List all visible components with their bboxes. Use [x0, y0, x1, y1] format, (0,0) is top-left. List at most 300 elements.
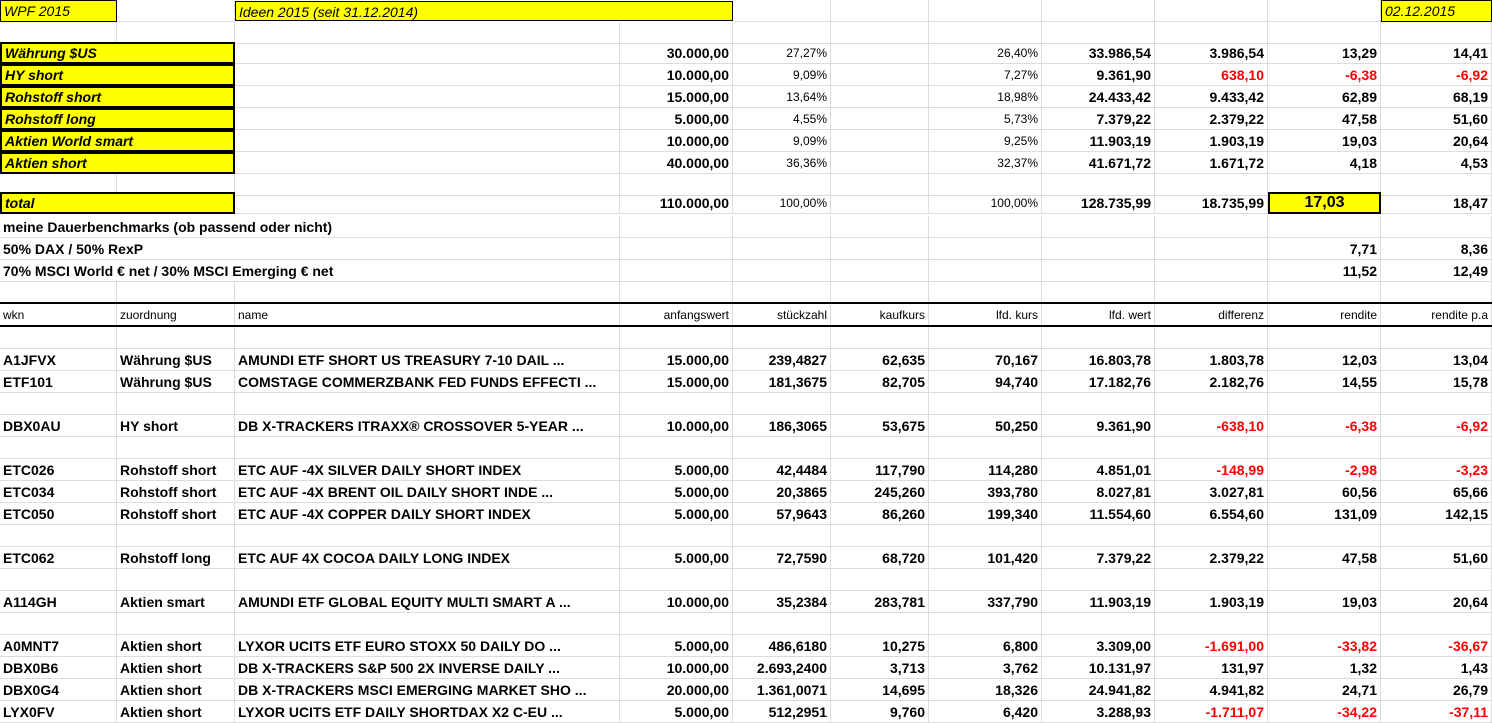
position-differenz[interactable]: -1.711,07	[1155, 701, 1268, 723]
empty-cell[interactable]	[620, 216, 733, 238]
empty-cell[interactable]	[620, 282, 733, 304]
empty-cell[interactable]	[831, 22, 929, 44]
empty-cell[interactable]	[733, 22, 831, 44]
empty-cell[interactable]	[117, 0, 235, 22]
position-lfd-wert[interactable]: 24.941,82	[1042, 679, 1155, 701]
summary-differenz[interactable]: 1.671,72	[1155, 152, 1268, 174]
empty-cell[interactable]	[831, 108, 929, 130]
position-rendite-pa[interactable]: 13,04	[1381, 349, 1492, 371]
empty-cell[interactable]	[1268, 569, 1381, 591]
position-zuordnung[interactable]: HY short	[117, 415, 235, 437]
position-lfd-wert[interactable]: 16.803,78	[1042, 349, 1155, 371]
empty-cell[interactable]	[929, 0, 1042, 22]
position-wkn[interactable]: ETC050	[0, 503, 117, 525]
position-lfd-kurs[interactable]: 199,340	[929, 503, 1042, 525]
position-rendite[interactable]: -2,98	[1268, 459, 1381, 481]
summary-rendite-pa[interactable]: 68,19	[1381, 86, 1492, 108]
position-zuordnung[interactable]: Aktien short	[117, 679, 235, 701]
position-lfd-kurs[interactable]: 70,167	[929, 349, 1042, 371]
empty-cell[interactable]	[1155, 260, 1268, 282]
position-stueckzahl[interactable]: 239,4827	[733, 349, 831, 371]
empty-cell[interactable]	[733, 437, 831, 459]
position-anfangswert[interactable]: 15.000,00	[620, 371, 733, 393]
position-name[interactable]: AMUNDI ETF GLOBAL EQUITY MULTI SMART A ...	[235, 591, 620, 613]
position-rendite-pa[interactable]: 15,78	[1381, 371, 1492, 393]
summary-differenz[interactable]: 638,10	[1155, 64, 1268, 86]
empty-cell[interactable]	[1381, 525, 1492, 547]
empty-cell[interactable]	[831, 0, 929, 22]
position-lfd-wert[interactable]: 17.182,76	[1042, 371, 1155, 393]
position-kaufkurs[interactable]: 82,705	[831, 371, 929, 393]
column-header-stueckzahl[interactable]: stückzahl	[733, 304, 831, 326]
position-kaufkurs[interactable]: 9,760	[831, 701, 929, 723]
position-name[interactable]: AMUNDI ETF SHORT US TREASURY 7-10 DAIL ...	[235, 349, 620, 371]
empty-cell[interactable]	[0, 22, 117, 44]
empty-cell[interactable]	[117, 22, 235, 44]
empty-cell[interactable]	[733, 260, 831, 282]
position-lfd-wert[interactable]: 3.309,00	[1042, 635, 1155, 657]
position-rendite-pa[interactable]: 51,60	[1381, 547, 1492, 569]
position-wkn[interactable]: DBX0B6	[0, 657, 117, 679]
empty-cell[interactable]	[929, 393, 1042, 415]
summary-anfangswert[interactable]: 30.000,00	[620, 42, 733, 64]
summary-rendite-pa[interactable]: 14,41	[1381, 42, 1492, 64]
position-name[interactable]: ETC AUF -4X SILVER DAILY SHORT INDEX	[235, 459, 620, 481]
position-lfd-kurs[interactable]: 6,420	[929, 701, 1042, 723]
empty-cell[interactable]	[235, 108, 620, 130]
summary-lfd-wert[interactable]: 9.361,90	[1042, 64, 1155, 86]
column-header-lfd_kurs[interactable]: lfd. kurs	[929, 304, 1042, 326]
summary-anteil-lfd[interactable]: 18,98%	[929, 86, 1042, 108]
position-zuordnung[interactable]: Währung $US	[117, 349, 235, 371]
position-lfd-kurs[interactable]: 50,250	[929, 415, 1042, 437]
summary-anfangswert[interactable]: 40.000,00	[620, 152, 733, 174]
position-lfd-kurs[interactable]: 393,780	[929, 481, 1042, 503]
empty-cell[interactable]	[1268, 0, 1381, 22]
empty-cell[interactable]	[0, 613, 117, 635]
summary-anteil-lfd[interactable]: 9,25%	[929, 130, 1042, 152]
position-rendite[interactable]: 14,55	[1268, 371, 1381, 393]
summary-lfd-wert[interactable]: 7.379,22	[1042, 108, 1155, 130]
summary-label[interactable]: Rohstoff long	[0, 108, 235, 130]
position-name[interactable]: DB X-TRACKERS ITRAXX® CROSSOVER 5-YEAR ...	[235, 415, 620, 437]
empty-cell[interactable]	[1268, 437, 1381, 459]
summary-anteil[interactable]: 4,55%	[733, 108, 831, 130]
summary-rendite-pa[interactable]: 20,64	[1381, 130, 1492, 152]
empty-cell[interactable]	[1155, 327, 1268, 349]
position-lfd-wert[interactable]: 7.379,22	[1042, 547, 1155, 569]
summary-anfangswert[interactable]: 10.000,00	[620, 130, 733, 152]
summary-label[interactable]: Aktien World smart	[0, 130, 235, 152]
empty-cell[interactable]	[235, 192, 620, 214]
empty-cell[interactable]	[1155, 613, 1268, 635]
summary-lfd-wert[interactable]: 41.671,72	[1042, 152, 1155, 174]
summary-anteil-lfd[interactable]: 5,73%	[929, 108, 1042, 130]
position-differenz[interactable]: 1.803,78	[1155, 349, 1268, 371]
empty-cell[interactable]	[733, 525, 831, 547]
position-differenz[interactable]: -148,99	[1155, 459, 1268, 481]
empty-cell[interactable]	[620, 393, 733, 415]
position-lfd-kurs[interactable]: 94,740	[929, 371, 1042, 393]
total-rendite[interactable]: 17,03	[1268, 192, 1381, 214]
position-lfd-wert[interactable]: 4.851,01	[1042, 459, 1155, 481]
empty-cell[interactable]	[929, 216, 1042, 238]
empty-cell[interactable]	[929, 260, 1042, 282]
empty-cell[interactable]	[831, 327, 929, 349]
position-differenz[interactable]: 131,97	[1155, 657, 1268, 679]
column-header-kaufkurs[interactable]: kaufkurs	[831, 304, 929, 326]
position-stueckzahl[interactable]: 72,7590	[733, 547, 831, 569]
empty-cell[interactable]	[117, 393, 235, 415]
position-name[interactable]: COMSTAGE COMMERZBANK FED FUNDS EFFECTI ...	[235, 371, 620, 393]
summary-anfangswert[interactable]: 15.000,00	[620, 86, 733, 108]
empty-cell[interactable]	[0, 327, 117, 349]
position-kaufkurs[interactable]: 86,260	[831, 503, 929, 525]
position-rendite-pa[interactable]: 20,64	[1381, 591, 1492, 613]
empty-cell[interactable]	[235, 22, 620, 44]
empty-cell[interactable]	[733, 327, 831, 349]
position-lfd-wert[interactable]: 3.288,93	[1042, 701, 1155, 723]
empty-cell[interactable]	[831, 42, 929, 64]
summary-anfangswert[interactable]: 5.000,00	[620, 108, 733, 130]
position-wkn[interactable]: DBX0AU	[0, 415, 117, 437]
position-differenz[interactable]: 2.182,76	[1155, 371, 1268, 393]
position-rendite-pa[interactable]: 65,66	[1381, 481, 1492, 503]
position-wkn[interactable]: LYX0FV	[0, 701, 117, 723]
summary-anteil-lfd[interactable]: 32,37%	[929, 152, 1042, 174]
empty-cell[interactable]	[117, 282, 235, 304]
position-wkn[interactable]: ETC026	[0, 459, 117, 481]
total-anteil[interactable]: 100,00%	[733, 192, 831, 214]
summary-anteil[interactable]: 36,36%	[733, 152, 831, 174]
summary-anteil-lfd[interactable]: 7,27%	[929, 64, 1042, 86]
summary-rendite[interactable]: 19,03	[1268, 130, 1381, 152]
empty-cell[interactable]	[117, 327, 235, 349]
summary-anteil[interactable]: 9,09%	[733, 64, 831, 86]
empty-cell[interactable]	[929, 613, 1042, 635]
empty-cell[interactable]	[733, 393, 831, 415]
position-name[interactable]: DB X-TRACKERS MSCI EMERGING MARKET SHO ...	[235, 679, 620, 701]
position-rendite[interactable]: -33,82	[1268, 635, 1381, 657]
empty-cell[interactable]	[235, 525, 620, 547]
empty-cell[interactable]	[1268, 216, 1381, 238]
position-lfd-kurs[interactable]: 3,762	[929, 657, 1042, 679]
empty-cell[interactable]	[1381, 216, 1492, 238]
position-wkn[interactable]: A0MNT7	[0, 635, 117, 657]
position-wkn[interactable]: A114GH	[0, 591, 117, 613]
empty-cell[interactable]	[117, 569, 235, 591]
empty-cell[interactable]	[620, 569, 733, 591]
empty-cell[interactable]	[831, 525, 929, 547]
position-wkn[interactable]: ETC062	[0, 547, 117, 569]
position-anfangswert[interactable]: 20.000,00	[620, 679, 733, 701]
position-kaufkurs[interactable]: 14,695	[831, 679, 929, 701]
position-wkn[interactable]: DBX0G4	[0, 679, 117, 701]
column-header-zuordnung[interactable]: zuordnung	[117, 304, 235, 326]
summary-differenz[interactable]: 2.379,22	[1155, 108, 1268, 130]
empty-cell[interactable]	[235, 282, 620, 304]
position-rendite-pa[interactable]: -37,11	[1381, 701, 1492, 723]
empty-cell[interactable]	[620, 327, 733, 349]
empty-cell[interactable]	[0, 393, 117, 415]
position-rendite[interactable]: 1,32	[1268, 657, 1381, 679]
summary-differenz[interactable]: 3.986,54	[1155, 42, 1268, 64]
empty-cell[interactable]	[235, 152, 620, 174]
position-lfd-kurs[interactable]: 101,420	[929, 547, 1042, 569]
position-name[interactable]: LYXOR UCITS ETF DAILY SHORTDAX X2 C-EU ...	[235, 701, 620, 723]
title-date[interactable]: 02.12.2015	[1381, 0, 1492, 22]
column-header-rendite[interactable]: rendite	[1268, 304, 1381, 326]
empty-cell[interactable]	[1042, 437, 1155, 459]
summary-lfd-wert[interactable]: 33.986,54	[1042, 42, 1155, 64]
position-anfangswert[interactable]: 5.000,00	[620, 459, 733, 481]
empty-cell[interactable]	[1155, 525, 1268, 547]
empty-cell[interactable]	[1381, 437, 1492, 459]
position-kaufkurs[interactable]: 62,635	[831, 349, 929, 371]
empty-cell[interactable]	[620, 22, 733, 44]
position-rendite[interactable]: 24,71	[1268, 679, 1381, 701]
position-name[interactable]: DB X-TRACKERS S&P 500 2X INVERSE DAILY ...	[235, 657, 620, 679]
summary-anteil[interactable]: 27,27%	[733, 42, 831, 64]
benchmark-rendite[interactable]: 7,71	[1268, 238, 1381, 260]
position-kaufkurs[interactable]: 245,260	[831, 481, 929, 503]
position-stueckzahl[interactable]: 1.361,0071	[733, 679, 831, 701]
empty-cell[interactable]	[831, 86, 929, 108]
empty-cell[interactable]	[1042, 327, 1155, 349]
empty-cell[interactable]	[1042, 260, 1155, 282]
position-anfangswert[interactable]: 10.000,00	[620, 415, 733, 437]
summary-lfd-wert[interactable]: 24.433,42	[1042, 86, 1155, 108]
position-differenz[interactable]: 3.027,81	[1155, 481, 1268, 503]
empty-cell[interactable]	[1155, 216, 1268, 238]
empty-cell[interactable]	[831, 393, 929, 415]
summary-differenz[interactable]: 9.433,42	[1155, 86, 1268, 108]
position-stueckzahl[interactable]: 512,2951	[733, 701, 831, 723]
empty-cell[interactable]	[831, 260, 929, 282]
position-lfd-kurs[interactable]: 114,280	[929, 459, 1042, 481]
position-rendite[interactable]: -6,38	[1268, 415, 1381, 437]
empty-cell[interactable]	[733, 282, 831, 304]
empty-cell[interactable]	[620, 613, 733, 635]
empty-cell[interactable]	[1042, 0, 1155, 22]
empty-cell[interactable]	[1042, 393, 1155, 415]
position-differenz[interactable]: -1.691,00	[1155, 635, 1268, 657]
empty-cell[interactable]	[1155, 238, 1268, 260]
summary-rendite[interactable]: 4,18	[1268, 152, 1381, 174]
empty-cell[interactable]	[831, 437, 929, 459]
empty-cell[interactable]	[831, 282, 929, 304]
summary-anteil[interactable]: 9,09%	[733, 130, 831, 152]
position-name[interactable]: ETC AUF -4X BRENT OIL DAILY SHORT INDE ...	[235, 481, 620, 503]
summary-anteil[interactable]: 13,64%	[733, 86, 831, 108]
benchmark-heading[interactable]: meine Dauerbenchmarks (ob passend oder nicht)	[0, 216, 620, 238]
position-differenz[interactable]: 1.903,19	[1155, 591, 1268, 613]
position-kaufkurs[interactable]: 3,713	[831, 657, 929, 679]
empty-cell[interactable]	[929, 437, 1042, 459]
summary-anfangswert[interactable]: 10.000,00	[620, 64, 733, 86]
empty-cell[interactable]	[620, 525, 733, 547]
position-differenz[interactable]: 6.554,60	[1155, 503, 1268, 525]
empty-cell[interactable]	[831, 192, 929, 214]
summary-rendite-pa[interactable]: 51,60	[1381, 108, 1492, 130]
position-rendite[interactable]: 131,09	[1268, 503, 1381, 525]
position-zuordnung[interactable]: Aktien short	[117, 635, 235, 657]
position-zuordnung[interactable]: Rohstoff long	[117, 547, 235, 569]
position-lfd-wert[interactable]: 11.554,60	[1042, 503, 1155, 525]
position-rendite[interactable]: -34,22	[1268, 701, 1381, 723]
position-kaufkurs[interactable]: 283,781	[831, 591, 929, 613]
empty-cell[interactable]	[1155, 22, 1268, 44]
empty-cell[interactable]	[235, 130, 620, 152]
total-rendite-pa[interactable]: 18,47	[1381, 192, 1492, 214]
empty-cell[interactable]	[1268, 613, 1381, 635]
empty-cell[interactable]	[733, 238, 831, 260]
empty-cell[interactable]	[1268, 282, 1381, 304]
empty-cell[interactable]	[1381, 327, 1492, 349]
empty-cell[interactable]	[620, 238, 733, 260]
position-rendite-pa[interactable]: 26,79	[1381, 679, 1492, 701]
summary-label[interactable]: Aktien short	[0, 152, 235, 174]
position-kaufkurs[interactable]: 10,275	[831, 635, 929, 657]
empty-cell[interactable]	[235, 327, 620, 349]
summary-rendite[interactable]: 47,58	[1268, 108, 1381, 130]
empty-cell[interactable]	[1042, 22, 1155, 44]
empty-cell[interactable]	[0, 525, 117, 547]
position-lfd-kurs[interactable]: 337,790	[929, 591, 1042, 613]
empty-cell[interactable]	[235, 569, 620, 591]
total-lfd-wert[interactable]: 128.735,99	[1042, 192, 1155, 214]
empty-cell[interactable]	[0, 437, 117, 459]
empty-cell[interactable]	[1042, 525, 1155, 547]
empty-cell[interactable]	[0, 282, 117, 304]
empty-cell[interactable]	[1268, 327, 1381, 349]
empty-cell[interactable]	[1381, 569, 1492, 591]
empty-cell[interactable]	[1381, 22, 1492, 44]
position-anfangswert[interactable]: 5.000,00	[620, 701, 733, 723]
position-stueckzahl[interactable]: 57,9643	[733, 503, 831, 525]
total-anteil-lfd[interactable]: 100,00%	[929, 192, 1042, 214]
benchmark-label[interactable]: 70% MSCI World € net / 30% MSCI Emerging € net	[0, 260, 620, 282]
empty-cell[interactable]	[1381, 282, 1492, 304]
position-kaufkurs[interactable]: 68,720	[831, 547, 929, 569]
position-zuordnung[interactable]: Aktien short	[117, 701, 235, 723]
position-differenz[interactable]: 2.379,22	[1155, 547, 1268, 569]
total-label[interactable]: total	[0, 192, 235, 214]
position-wkn[interactable]: A1JFVX	[0, 349, 117, 371]
position-stueckzahl[interactable]: 181,3675	[733, 371, 831, 393]
empty-cell[interactable]	[117, 525, 235, 547]
position-lfd-kurs[interactable]: 18,326	[929, 679, 1042, 701]
summary-label[interactable]: HY short	[0, 64, 235, 86]
position-rendite[interactable]: 19,03	[1268, 591, 1381, 613]
empty-cell[interactable]	[1155, 282, 1268, 304]
empty-cell[interactable]	[235, 613, 620, 635]
empty-cell[interactable]	[1042, 238, 1155, 260]
position-stueckzahl[interactable]: 186,3065	[733, 415, 831, 437]
empty-cell[interactable]	[831, 152, 929, 174]
empty-cell[interactable]	[1042, 216, 1155, 238]
summary-rendite[interactable]: 13,29	[1268, 42, 1381, 64]
position-anfangswert[interactable]: 10.000,00	[620, 657, 733, 679]
column-header-name[interactable]: name	[235, 304, 620, 326]
empty-cell[interactable]	[620, 437, 733, 459]
empty-cell[interactable]	[733, 0, 831, 22]
title-left[interactable]: WPF 2015	[0, 0, 117, 22]
column-header-anfangswert[interactable]: anfangswert	[620, 304, 733, 326]
position-lfd-wert[interactable]: 10.131,97	[1042, 657, 1155, 679]
benchmark-rendite[interactable]: 11,52	[1268, 260, 1381, 282]
position-zuordnung[interactable]: Rohstoff short	[117, 459, 235, 481]
position-name[interactable]: ETC AUF 4X COCOA DAILY LONG INDEX	[235, 547, 620, 569]
summary-label[interactable]: Rohstoff short	[0, 86, 235, 108]
position-zuordnung[interactable]: Währung $US	[117, 371, 235, 393]
empty-cell[interactable]	[1155, 393, 1268, 415]
position-name[interactable]: LYXOR UCITS ETF EURO STOXX 50 DAILY DO ...	[235, 635, 620, 657]
summary-rendite-pa[interactable]: -6,92	[1381, 64, 1492, 86]
empty-cell[interactable]	[235, 393, 620, 415]
position-stueckzahl[interactable]: 2.693,2400	[733, 657, 831, 679]
total-anfangswert[interactable]: 110.000,00	[620, 192, 733, 214]
empty-cell[interactable]	[1155, 0, 1268, 22]
position-rendite[interactable]: 47,58	[1268, 547, 1381, 569]
empty-cell[interactable]	[117, 613, 235, 635]
position-zuordnung[interactable]: Rohstoff short	[117, 503, 235, 525]
summary-rendite-pa[interactable]: 4,53	[1381, 152, 1492, 174]
empty-cell[interactable]	[620, 260, 733, 282]
position-zuordnung[interactable]: Rohstoff short	[117, 481, 235, 503]
position-anfangswert[interactable]: 5.000,00	[620, 481, 733, 503]
position-zuordnung[interactable]: Aktien short	[117, 657, 235, 679]
summary-differenz[interactable]: 1.903,19	[1155, 130, 1268, 152]
empty-cell[interactable]	[733, 216, 831, 238]
position-differenz[interactable]: -638,10	[1155, 415, 1268, 437]
empty-cell[interactable]	[235, 42, 620, 64]
empty-cell[interactable]	[831, 613, 929, 635]
position-stueckzahl[interactable]: 20,3865	[733, 481, 831, 503]
position-rendite[interactable]: 12,03	[1268, 349, 1381, 371]
position-differenz[interactable]: 4.941,82	[1155, 679, 1268, 701]
position-rendite-pa[interactable]: 142,15	[1381, 503, 1492, 525]
summary-rendite[interactable]: -6,38	[1268, 64, 1381, 86]
column-header-lfd_wert[interactable]: lfd. wert	[1042, 304, 1155, 326]
position-wkn[interactable]: ETC034	[0, 481, 117, 503]
position-anfangswert[interactable]: 5.000,00	[620, 547, 733, 569]
title-mid[interactable]: Ideen 2015 (seit 31.12.2014)	[235, 1, 733, 21]
empty-cell[interactable]	[929, 282, 1042, 304]
empty-cell[interactable]	[235, 64, 620, 86]
position-lfd-kurs[interactable]: 6,800	[929, 635, 1042, 657]
empty-cell[interactable]	[733, 613, 831, 635]
empty-cell[interactable]	[117, 437, 235, 459]
position-wkn[interactable]: ETF101	[0, 371, 117, 393]
position-anfangswert[interactable]: 15.000,00	[620, 349, 733, 371]
benchmark-label[interactable]: 50% DAX / 50% RexP	[0, 238, 620, 260]
column-header-differenz[interactable]: differenz	[1155, 304, 1268, 326]
position-kaufkurs[interactable]: 117,790	[831, 459, 929, 481]
empty-cell[interactable]	[1381, 613, 1492, 635]
empty-cell[interactable]	[1268, 525, 1381, 547]
empty-cell[interactable]	[929, 525, 1042, 547]
empty-cell[interactable]	[1155, 569, 1268, 591]
position-stueckzahl[interactable]: 42,4484	[733, 459, 831, 481]
empty-cell[interactable]	[831, 569, 929, 591]
empty-cell[interactable]	[1042, 282, 1155, 304]
summary-rendite[interactable]: 62,89	[1268, 86, 1381, 108]
empty-cell[interactable]	[1268, 22, 1381, 44]
empty-cell[interactable]	[929, 327, 1042, 349]
empty-cell[interactable]	[1042, 569, 1155, 591]
empty-cell[interactable]	[929, 238, 1042, 260]
